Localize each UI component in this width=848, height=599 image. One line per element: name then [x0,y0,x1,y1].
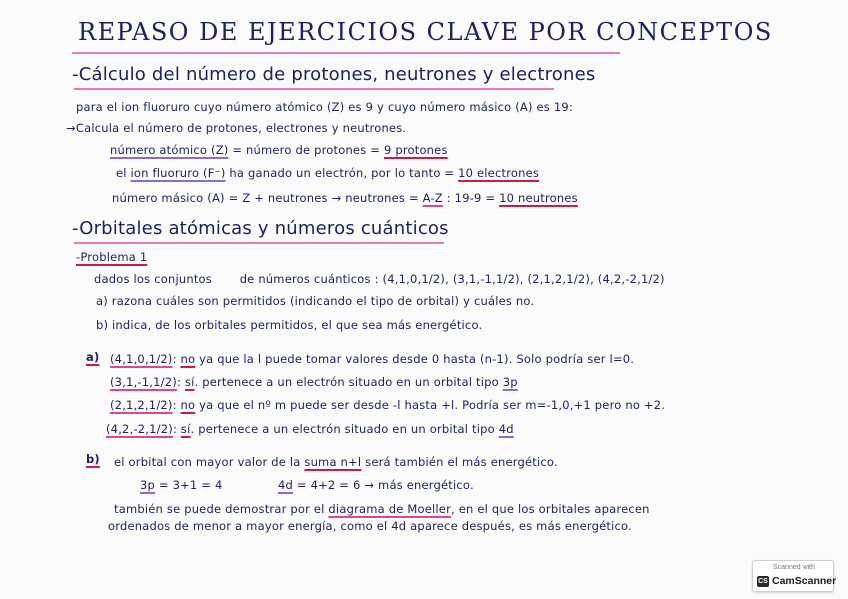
calc-4d-label: 4d [278,478,294,492]
section1-underline [74,88,554,90]
set-4: (4,2,-2,1/2) [106,422,173,436]
conclusion-b: , en el que los orbitales aparecen [451,502,650,516]
task-b: b) indica, de los orbitales permitidos, el que sea más energético. [96,318,483,332]
scanned-with-text: Scanned with [772,564,816,571]
electrons-answer: 10 electrones [458,166,540,180]
page-title: REPASO DE EJERCICIOS CLAVE POR CONCEPTOS [78,18,773,46]
neutrons-answer: 10 neutrones [499,191,578,205]
camscanner-logo-icon: CS [758,578,768,585]
s1-neutrons-line [112,191,578,205]
calc-3p-eq: = 3+1 = 4 [155,478,223,492]
camscanner-badge [752,560,837,592]
set-2-orbital: 3p [502,375,518,389]
problem-intro [94,272,665,286]
answer-b-sum: suma n+l [304,455,362,469]
set-1-reason: ya que la l puede tomar valores desde 0 hasta (n-1). Solo podría ser l=0. [195,352,635,366]
section2-heading: -Orbitales atómicas y números cuánticos [72,218,449,239]
set-3: (2,1,2,1/2) [110,398,173,412]
set-2-reason: . pertenece a un electrón situado en un orbital tipo [194,375,503,389]
answer-a3: (2,1,2,1/2): no ya que el nº m puede ser desde -l hasta +l. Podría ser m=-1,0,+1 pero no +2. [110,398,666,412]
answer-b-text2: será también el más energético. [361,455,558,469]
section1-heading: -Cálculo del número de protones, neutrones y electrones [72,64,596,85]
problem-label: -Problema 1 [76,250,148,264]
s1-statement: para el ion fluoruro cuyo número atómico (Z) es 9 y cuyo número másico (A) es 19: [76,100,573,114]
section2-underline [74,242,444,244]
conclusion-line-2: ordenados de menor a mayor energía, como el 4d aparece después, es más energético. [108,519,632,533]
protons-eq: = número de protones = [228,143,384,157]
set-4-reason: . pertenece a un electrón situado en un orbital tipo [190,422,499,436]
conclusion-a: también se puede demostrar por el [114,502,329,516]
protons-answer: 9 protones [383,143,448,157]
problem-intro-b: de números cuánticos : (4,1,0,1/2), (3,1,-1,1/2), (2,1,2,1/2), (4,2,-2,1/2) [239,272,665,286]
answer-a-label: a) [86,350,100,364]
task-a: a) razona cuáles son permitidos (indicando el tipo de orbital) y cuáles no. [96,294,535,308]
electrons-eq: ha ganado un electrón, por lo tanto = [225,166,459,180]
answer-a1: (4,1,0,1/2): no ya que la l puede tomar valores desde 0 hasta (n-1). Solo podría ser l=0. [110,352,635,366]
neutrons-prefix: número másico (A) = Z + neutrones → neutrones = [112,191,423,205]
neutrons-eq: : 19-9 = [442,191,500,205]
fluoride-ion-term: ion fluoruro (F⁻) [130,166,226,180]
set-3-reason: ya que el nº m puede ser desde -l hasta +l. Podría ser m=-1,0,+1 pero no +2. [195,398,666,412]
problem-intro-a: dados los conjuntos [94,272,212,286]
set-2-verdict: sí [184,375,195,389]
answer-b-label: b) [86,452,100,466]
answer-b-line [114,455,558,469]
answer-b-text1: el orbital con mayor valor de la [114,455,305,469]
title-underline [72,52,620,54]
set-4-verdict: sí [180,422,191,436]
atomic-number-term: número atómico (Z) [110,143,229,157]
calc-3p-label: 3p [140,478,156,492]
set-3-verdict: no [180,398,196,412]
conclusion-line-1 [114,502,650,516]
s1-task: →Calcula el número de protones, electrones y neutrones. [66,121,407,135]
s1-electrons-line [116,166,539,180]
moeller-diagram-term: diagrama de Moeller [328,502,452,516]
camscanner-brand: CamScanner [772,575,837,587]
set-1-verdict: no [180,352,196,366]
calc-4d [278,478,474,492]
electrons-prefix: el [116,166,131,180]
answer-a4: (4,2,-2,1/2): sí. pertenece a un electrón situado en un orbital tipo 4d [106,422,514,436]
set-4-orbital: 4d [498,422,514,436]
set-2: (3,1,-1,1/2) [110,375,177,389]
set-1: (4,1,0,1/2) [110,352,173,366]
s1-protons-line [110,143,448,157]
answer-a2: (3,1,-1,1/2): sí. pertenece a un electrón situado en un orbital tipo 3p [110,375,518,389]
calc-4d-eq: = 4+2 = 6 → más energético. [293,478,474,492]
a-minus-z: A-Z [422,191,443,205]
calc-3p [140,478,223,492]
